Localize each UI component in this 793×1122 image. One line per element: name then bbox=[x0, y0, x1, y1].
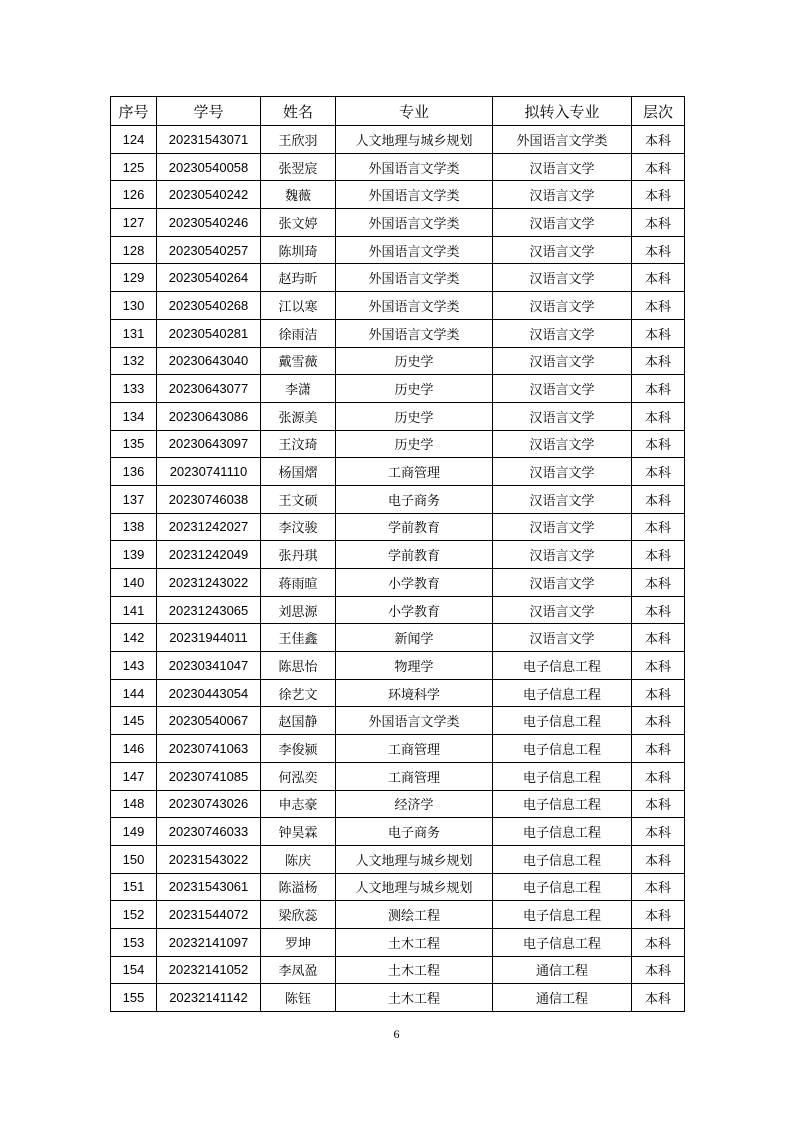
cell-level: 本科 bbox=[632, 956, 685, 984]
cell-student-id: 20230741085 bbox=[157, 762, 261, 790]
cell-index: 126 bbox=[111, 181, 157, 209]
cell-level: 本科 bbox=[632, 347, 685, 375]
table-row bbox=[111, 264, 685, 292]
cell-student-id: 20231544072 bbox=[157, 901, 261, 929]
table-header-row bbox=[111, 97, 685, 126]
cell-major: 电子商务 bbox=[336, 485, 493, 513]
cell-level: 本科 bbox=[632, 181, 685, 209]
cell-name: 李汶骏 bbox=[261, 513, 336, 541]
cell-student-id: 20230443054 bbox=[157, 679, 261, 707]
cell-level: 本科 bbox=[632, 818, 685, 846]
cell-level: 本科 bbox=[632, 513, 685, 541]
cell-level: 本科 bbox=[632, 126, 685, 154]
header-level: 层次 bbox=[632, 97, 685, 126]
cell-student-id: 20231543061 bbox=[157, 873, 261, 901]
cell-target-major: 汉语言文学 bbox=[493, 375, 632, 403]
cell-student-id: 20230540067 bbox=[157, 707, 261, 735]
cell-major: 测绘工程 bbox=[336, 901, 493, 929]
cell-name: 王文硕 bbox=[261, 485, 336, 513]
cell-level: 本科 bbox=[632, 707, 685, 735]
cell-target-major: 汉语言文学 bbox=[493, 153, 632, 181]
table-row bbox=[111, 652, 685, 680]
cell-name: 戴雪薇 bbox=[261, 347, 336, 375]
cell-major: 外国语言文学类 bbox=[336, 236, 493, 264]
cell-name: 徐雨洁 bbox=[261, 319, 336, 347]
cell-major: 外国语言文学类 bbox=[336, 319, 493, 347]
table-row bbox=[111, 209, 685, 237]
cell-name: 张源美 bbox=[261, 402, 336, 430]
cell-major: 外国语言文学类 bbox=[336, 292, 493, 320]
cell-major: 工商管理 bbox=[336, 735, 493, 763]
cell-major: 人文地理与城乡规划 bbox=[336, 873, 493, 901]
cell-major: 物理学 bbox=[336, 652, 493, 680]
header-index: 序号 bbox=[111, 97, 157, 126]
table-row bbox=[111, 292, 685, 320]
cell-major: 历史学 bbox=[336, 402, 493, 430]
cell-major: 外国语言文学类 bbox=[336, 707, 493, 735]
cell-level: 本科 bbox=[632, 624, 685, 652]
table-row bbox=[111, 596, 685, 624]
cell-index: 129 bbox=[111, 264, 157, 292]
cell-target-major: 汉语言文学 bbox=[493, 236, 632, 264]
cell-target-major: 电子信息工程 bbox=[493, 652, 632, 680]
cell-student-id: 20231944011 bbox=[157, 624, 261, 652]
cell-index: 132 bbox=[111, 347, 157, 375]
table-row bbox=[111, 181, 685, 209]
cell-target-major: 汉语言文学 bbox=[493, 541, 632, 569]
cell-level: 本科 bbox=[632, 845, 685, 873]
cell-name: 刘思源 bbox=[261, 596, 336, 624]
table-row bbox=[111, 236, 685, 264]
cell-target-major: 电子信息工程 bbox=[493, 873, 632, 901]
cell-index: 136 bbox=[111, 458, 157, 486]
cell-target-major: 电子信息工程 bbox=[493, 735, 632, 763]
cell-target-major: 通信工程 bbox=[493, 984, 632, 1012]
cell-level: 本科 bbox=[632, 264, 685, 292]
cell-target-major: 电子信息工程 bbox=[493, 845, 632, 873]
cell-target-major: 汉语言文学 bbox=[493, 402, 632, 430]
cell-student-id: 20230540242 bbox=[157, 181, 261, 209]
header-target-major: 拟转入专业 bbox=[493, 97, 632, 126]
cell-name: 陈庆 bbox=[261, 845, 336, 873]
cell-name: 张文婷 bbox=[261, 209, 336, 237]
cell-level: 本科 bbox=[632, 375, 685, 403]
cell-level: 本科 bbox=[632, 430, 685, 458]
cell-index: 145 bbox=[111, 707, 157, 735]
table-row bbox=[111, 569, 685, 597]
cell-name: 杨国熠 bbox=[261, 458, 336, 486]
cell-index: 154 bbox=[111, 956, 157, 984]
table-row bbox=[111, 430, 685, 458]
cell-index: 139 bbox=[111, 541, 157, 569]
table-row bbox=[111, 735, 685, 763]
cell-index: 153 bbox=[111, 928, 157, 956]
cell-index: 138 bbox=[111, 513, 157, 541]
cell-level: 本科 bbox=[632, 873, 685, 901]
cell-name: 李凤盈 bbox=[261, 956, 336, 984]
cell-student-id: 20230540246 bbox=[157, 209, 261, 237]
cell-name: 张丹琪 bbox=[261, 541, 336, 569]
cell-target-major: 汉语言文学 bbox=[493, 209, 632, 237]
cell-name: 罗坤 bbox=[261, 928, 336, 956]
cell-student-id: 20232141097 bbox=[157, 928, 261, 956]
cell-name: 蒋雨暄 bbox=[261, 569, 336, 597]
cell-student-id: 20230746038 bbox=[157, 485, 261, 513]
cell-major: 土木工程 bbox=[336, 956, 493, 984]
table-row bbox=[111, 762, 685, 790]
cell-student-id: 20230746033 bbox=[157, 818, 261, 846]
header-student-id: 学号 bbox=[157, 97, 261, 126]
cell-target-major: 汉语言文学 bbox=[493, 319, 632, 347]
cell-index: 135 bbox=[111, 430, 157, 458]
cell-name: 钟昊霖 bbox=[261, 818, 336, 846]
cell-major: 外国语言文学类 bbox=[336, 209, 493, 237]
cell-target-major: 汉语言文学 bbox=[493, 264, 632, 292]
table-row bbox=[111, 845, 685, 873]
table-row bbox=[111, 928, 685, 956]
cell-target-major: 汉语言文学 bbox=[493, 513, 632, 541]
table-row bbox=[111, 513, 685, 541]
cell-major: 工商管理 bbox=[336, 458, 493, 486]
cell-major: 土木工程 bbox=[336, 928, 493, 956]
cell-student-id: 20230643086 bbox=[157, 402, 261, 430]
cell-student-id: 20230341047 bbox=[157, 652, 261, 680]
cell-level: 本科 bbox=[632, 209, 685, 237]
table-row bbox=[111, 679, 685, 707]
cell-major: 环境科学 bbox=[336, 679, 493, 707]
table-body bbox=[111, 126, 685, 1012]
cell-index: 144 bbox=[111, 679, 157, 707]
cell-target-major: 汉语言文学 bbox=[493, 624, 632, 652]
cell-level: 本科 bbox=[632, 928, 685, 956]
table-row bbox=[111, 458, 685, 486]
cell-level: 本科 bbox=[632, 319, 685, 347]
cell-student-id: 20231243022 bbox=[157, 569, 261, 597]
table-row bbox=[111, 485, 685, 513]
cell-student-id: 20230540257 bbox=[157, 236, 261, 264]
cell-index: 150 bbox=[111, 845, 157, 873]
cell-index: 127 bbox=[111, 209, 157, 237]
cell-major: 新闻学 bbox=[336, 624, 493, 652]
cell-major: 人文地理与城乡规划 bbox=[336, 845, 493, 873]
cell-major: 外国语言文学类 bbox=[336, 264, 493, 292]
cell-target-major: 通信工程 bbox=[493, 956, 632, 984]
cell-student-id: 20230741110 bbox=[157, 458, 261, 486]
table-row bbox=[111, 790, 685, 818]
cell-major: 学前教育 bbox=[336, 541, 493, 569]
cell-name: 陈钰 bbox=[261, 984, 336, 1012]
cell-level: 本科 bbox=[632, 735, 685, 763]
table-row bbox=[111, 873, 685, 901]
cell-target-major: 电子信息工程 bbox=[493, 679, 632, 707]
table-row bbox=[111, 319, 685, 347]
cell-student-id: 20231543071 bbox=[157, 126, 261, 154]
cell-index: 125 bbox=[111, 153, 157, 181]
cell-index: 134 bbox=[111, 402, 157, 430]
cell-major: 历史学 bbox=[336, 375, 493, 403]
cell-index: 151 bbox=[111, 873, 157, 901]
cell-name: 赵国静 bbox=[261, 707, 336, 735]
cell-student-id: 20232141142 bbox=[157, 984, 261, 1012]
cell-target-major: 汉语言文学 bbox=[493, 347, 632, 375]
cell-index: 130 bbox=[111, 292, 157, 320]
table-row bbox=[111, 818, 685, 846]
cell-level: 本科 bbox=[632, 901, 685, 929]
cell-student-id: 20230741063 bbox=[157, 735, 261, 763]
cell-student-id: 20230540058 bbox=[157, 153, 261, 181]
table-row bbox=[111, 375, 685, 403]
cell-student-id: 20230643077 bbox=[157, 375, 261, 403]
cell-index: 143 bbox=[111, 652, 157, 680]
cell-index: 155 bbox=[111, 984, 157, 1012]
cell-name: 陈思怡 bbox=[261, 652, 336, 680]
cell-major: 土木工程 bbox=[336, 984, 493, 1012]
cell-target-major: 汉语言文学 bbox=[493, 458, 632, 486]
cell-level: 本科 bbox=[632, 541, 685, 569]
cell-level: 本科 bbox=[632, 652, 685, 680]
cell-major: 电子商务 bbox=[336, 818, 493, 846]
cell-major: 外国语言文学类 bbox=[336, 181, 493, 209]
cell-student-id: 20230743026 bbox=[157, 790, 261, 818]
cell-name: 梁欣蕊 bbox=[261, 901, 336, 929]
cell-major: 历史学 bbox=[336, 347, 493, 375]
cell-index: 142 bbox=[111, 624, 157, 652]
cell-index: 152 bbox=[111, 901, 157, 929]
cell-major: 历史学 bbox=[336, 430, 493, 458]
cell-major: 经济学 bbox=[336, 790, 493, 818]
cell-name: 王汶琦 bbox=[261, 430, 336, 458]
cell-student-id: 20230540264 bbox=[157, 264, 261, 292]
cell-student-id: 20232141052 bbox=[157, 956, 261, 984]
cell-name: 李俊颍 bbox=[261, 735, 336, 763]
cell-level: 本科 bbox=[632, 236, 685, 264]
cell-index: 149 bbox=[111, 818, 157, 846]
cell-level: 本科 bbox=[632, 402, 685, 430]
cell-target-major: 汉语言文学 bbox=[493, 485, 632, 513]
cell-name: 李潇 bbox=[261, 375, 336, 403]
cell-target-major: 电子信息工程 bbox=[493, 762, 632, 790]
cell-major: 工商管理 bbox=[336, 762, 493, 790]
cell-major: 小学教育 bbox=[336, 569, 493, 597]
cell-target-major: 外国语言文学类 bbox=[493, 126, 632, 154]
cell-target-major: 电子信息工程 bbox=[493, 707, 632, 735]
cell-name: 何泓奕 bbox=[261, 762, 336, 790]
cell-name: 赵玙昕 bbox=[261, 264, 336, 292]
cell-level: 本科 bbox=[632, 292, 685, 320]
cell-target-major: 汉语言文学 bbox=[493, 430, 632, 458]
table-row bbox=[111, 153, 685, 181]
table-row bbox=[111, 984, 685, 1012]
table-row bbox=[111, 624, 685, 652]
cell-target-major: 汉语言文学 bbox=[493, 181, 632, 209]
cell-name: 魏薇 bbox=[261, 181, 336, 209]
cell-level: 本科 bbox=[632, 679, 685, 707]
cell-index: 140 bbox=[111, 569, 157, 597]
cell-level: 本科 bbox=[632, 485, 685, 513]
cell-index: 141 bbox=[111, 596, 157, 624]
cell-target-major: 电子信息工程 bbox=[493, 901, 632, 929]
table-row bbox=[111, 541, 685, 569]
cell-name: 陈溢杨 bbox=[261, 873, 336, 901]
cell-major: 学前教育 bbox=[336, 513, 493, 541]
cell-student-id: 20231242027 bbox=[157, 513, 261, 541]
cell-index: 148 bbox=[111, 790, 157, 818]
cell-name: 王欣羽 bbox=[261, 126, 336, 154]
cell-index: 147 bbox=[111, 762, 157, 790]
cell-student-id: 20230540268 bbox=[157, 292, 261, 320]
cell-target-major: 电子信息工程 bbox=[493, 818, 632, 846]
cell-major: 外国语言文学类 bbox=[336, 153, 493, 181]
cell-student-id: 20230540281 bbox=[157, 319, 261, 347]
table-row bbox=[111, 901, 685, 929]
cell-index: 133 bbox=[111, 375, 157, 403]
cell-target-major: 电子信息工程 bbox=[493, 928, 632, 956]
cell-major: 小学教育 bbox=[336, 596, 493, 624]
cell-student-id: 20230643040 bbox=[157, 347, 261, 375]
cell-index: 146 bbox=[111, 735, 157, 763]
cell-level: 本科 bbox=[632, 458, 685, 486]
cell-major: 人文地理与城乡规划 bbox=[336, 126, 493, 154]
cell-index: 128 bbox=[111, 236, 157, 264]
cell-level: 本科 bbox=[632, 762, 685, 790]
table-row bbox=[111, 126, 685, 154]
cell-target-major: 汉语言文学 bbox=[493, 292, 632, 320]
cell-level: 本科 bbox=[632, 984, 685, 1012]
cell-name: 申志豪 bbox=[261, 790, 336, 818]
cell-index: 137 bbox=[111, 485, 157, 513]
student-transfer-table bbox=[110, 96, 685, 1012]
cell-index: 124 bbox=[111, 126, 157, 154]
cell-name: 张翌宸 bbox=[261, 153, 336, 181]
cell-student-id: 20231543022 bbox=[157, 845, 261, 873]
cell-student-id: 20230643097 bbox=[157, 430, 261, 458]
header-name: 姓名 bbox=[261, 97, 336, 126]
cell-student-id: 20231242049 bbox=[157, 541, 261, 569]
cell-name: 王佳鑫 bbox=[261, 624, 336, 652]
cell-target-major: 汉语言文学 bbox=[493, 569, 632, 597]
table-row bbox=[111, 956, 685, 984]
cell-level: 本科 bbox=[632, 790, 685, 818]
cell-name: 徐艺文 bbox=[261, 679, 336, 707]
cell-level: 本科 bbox=[632, 596, 685, 624]
cell-name: 陈圳琦 bbox=[261, 236, 336, 264]
cell-target-major: 汉语言文学 bbox=[493, 596, 632, 624]
table-row bbox=[111, 347, 685, 375]
page-number: 6 bbox=[393, 1027, 400, 1041]
cell-student-id: 20231243065 bbox=[157, 596, 261, 624]
cell-level: 本科 bbox=[632, 569, 685, 597]
cell-target-major: 电子信息工程 bbox=[493, 790, 632, 818]
table-row bbox=[111, 707, 685, 735]
header-major: 专业 bbox=[336, 97, 493, 126]
cell-name: 江以寒 bbox=[261, 292, 336, 320]
table-row bbox=[111, 402, 685, 430]
cell-index: 131 bbox=[111, 319, 157, 347]
cell-level: 本科 bbox=[632, 153, 685, 181]
